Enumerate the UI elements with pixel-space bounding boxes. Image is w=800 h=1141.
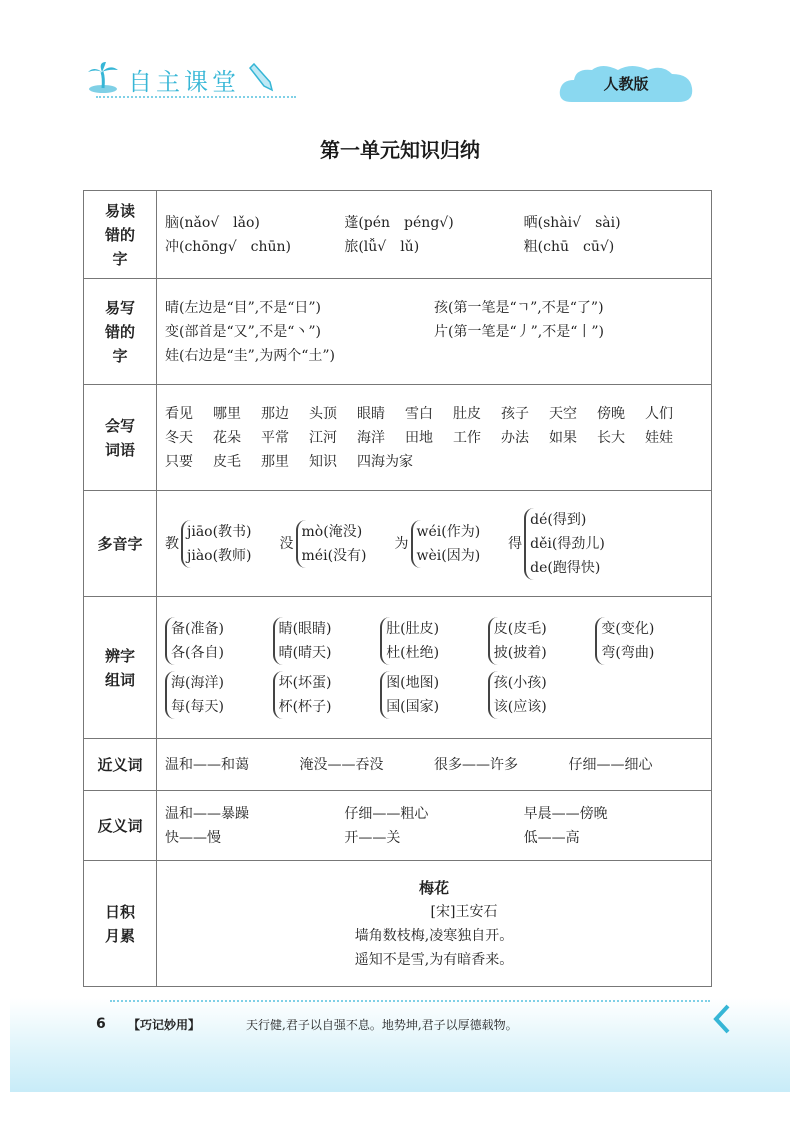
section-title: 自主课堂: [128, 67, 240, 96]
antonym-item: 仔细——粗心: [344, 805, 429, 822]
char-pair-item: 弯(弯曲): [601, 644, 655, 661]
words-content: [157, 385, 712, 491]
row-label-synonyms: 近义词: [84, 739, 157, 791]
word-item: 天空: [549, 405, 577, 422]
miswrite-item: 变(部首是“又”,不是“丶”): [165, 323, 322, 340]
antonym-item: 开——关: [344, 829, 401, 846]
polyphone-reading: mò(淹没): [301, 523, 363, 540]
word-item: 知识: [309, 453, 337, 470]
pair-list: [165, 617, 703, 719]
polyphone-reading: dé(得到): [530, 511, 587, 528]
polyphone-readings: [181, 520, 252, 568]
char-pair-item: 变(变化): [601, 620, 655, 637]
misread-item: 晒(shài√ sài): [523, 214, 621, 231]
char-pair: [273, 617, 381, 665]
knowledge-table: [83, 190, 712, 987]
row-label-antonyms: 反义词: [84, 791, 157, 861]
word-item: 花朵: [213, 429, 241, 446]
word-item: 雪白: [405, 405, 433, 422]
poem-line: 遥知不是雪,为有暗香来。: [354, 951, 514, 968]
polyphone-reading: de(跑得快): [530, 559, 601, 576]
poem-author: [宋]王安石: [430, 903, 498, 920]
polyphone-group: [165, 520, 252, 568]
table-row: [84, 385, 712, 491]
polyphone-char: 教: [165, 535, 179, 552]
word-item: 海洋: [357, 429, 385, 446]
word-item: 江河: [309, 429, 337, 446]
char-pair-item: 孩(小孩): [493, 674, 547, 691]
char-pair-item: 杜(杜绝): [386, 644, 440, 661]
char-pair-item: 图(地图): [386, 674, 440, 691]
word-item: 如果: [549, 429, 577, 446]
char-pair: [380, 617, 488, 665]
char-pair-item: 晴(晴天): [278, 644, 332, 661]
char-pair-item: 国(国家): [386, 698, 440, 715]
polyphone-reading: jiào(教师): [187, 547, 252, 564]
polyphone-readings: [296, 520, 367, 568]
row-label-misread: 易读错的字: [84, 191, 157, 279]
polyphone-char: 得: [508, 535, 523, 552]
char-pair: [488, 671, 596, 719]
word-item: 平常: [261, 429, 289, 446]
polyphone-char: 没: [279, 535, 294, 552]
table-row: [84, 597, 712, 739]
palm-tree-icon: [86, 60, 120, 98]
polyphone-reading: jiāo(教书): [187, 523, 252, 540]
antonym-item: 低——高: [523, 829, 580, 846]
row-label-words: 会写词语: [84, 385, 157, 491]
char-pair-item: 每(每天): [171, 698, 224, 715]
antonyms-content: [157, 791, 712, 861]
edition-badge: [558, 64, 694, 104]
footer-divider: [110, 1000, 710, 1002]
synonym-item: 温和——和蔼: [165, 756, 249, 773]
char-pair-item: 杯(杯子): [278, 698, 332, 715]
char-pair-item: 海(海洋): [171, 674, 224, 691]
char-pair: [488, 617, 596, 665]
table-row: [84, 739, 712, 791]
word-item: 肚皮: [453, 405, 481, 422]
word-item: 那边: [261, 405, 289, 422]
misread-content: [157, 191, 712, 279]
word-item: 只要: [165, 453, 193, 470]
chevron-left-icon: [712, 1004, 730, 1038]
polyphone-reading: wèi(因为): [416, 547, 481, 564]
word-item: 看见: [165, 405, 193, 422]
polyphone-readings: [411, 520, 481, 568]
char-pair-item: 备(准备): [171, 620, 224, 637]
word-item: 头顶: [309, 405, 337, 422]
word-item: 冬天: [165, 429, 193, 446]
misread-item: 冲(chōng√ chūn): [165, 238, 291, 255]
word-item: 长大: [597, 429, 625, 446]
misread-item: 粗(chū cū√): [523, 238, 615, 255]
poem-title: 梅花: [418, 878, 449, 897]
page-number: 6: [96, 1016, 106, 1032]
word-item: 哪里: [213, 405, 241, 422]
misread-item: 旅(lǚ√ lǔ): [344, 238, 420, 255]
polyphone-readings: [524, 508, 605, 580]
antonym-item: 温和——暴躁: [165, 805, 249, 822]
page-header: [0, 0, 800, 110]
antonym-item: 快——慢: [165, 829, 221, 846]
char-pair: [273, 671, 381, 719]
misread-item: 脑(nǎo√ lǎo): [165, 214, 260, 231]
word-item: 办法: [501, 429, 529, 446]
word-item: 孩子: [501, 405, 529, 422]
antonym-item: 早晨——傍晚: [523, 805, 608, 822]
char-pair: [380, 671, 488, 719]
miswrite-item: 娃(右边是“圭”,为两个“土”): [165, 347, 336, 364]
synonym-item: 淹没——吞没: [299, 756, 384, 773]
char-pair-item: 该(应该): [493, 698, 547, 715]
word-item: 皮毛: [213, 453, 241, 470]
synonyms-content: [157, 739, 712, 791]
table-row: [84, 791, 712, 861]
char-pair: [165, 617, 273, 665]
table-row: [84, 861, 712, 987]
edition-label: 人教版: [603, 75, 649, 93]
misread-item: 蓬(pén péng√): [344, 214, 454, 231]
poem-block: [157, 861, 712, 987]
word-item: 眼睛: [357, 405, 385, 422]
miswrite-item: 孩(第一笔是“ㄱ”,不是“了”): [434, 299, 604, 316]
distinguish-content: [157, 597, 712, 739]
row-label-miswrite: 易写错的字: [84, 279, 157, 385]
synonym-item: 很多——许多: [434, 756, 518, 773]
poem-line: 墙角数枝梅,凌寒独自开。: [354, 927, 514, 944]
header-divider: [96, 96, 296, 98]
word-item: 人们: [645, 405, 673, 422]
word-item: 傍晚: [597, 405, 625, 422]
char-pair-item: 坏(坏蛋): [278, 674, 332, 691]
char-pair-item: 皮(皮毛): [493, 620, 547, 637]
polyphone-list: [165, 508, 703, 580]
polyphone-char: 为: [394, 535, 409, 552]
word-list: [165, 402, 703, 474]
polyphone-group: [280, 520, 367, 568]
polyphone-group: [508, 508, 605, 580]
synonym-item: 仔细——细心: [568, 756, 653, 773]
page-title: 第一单元知识归纳: [320, 138, 480, 162]
char-pair-item: 肚(肚皮): [386, 620, 440, 637]
word-item: 四海为家: [357, 453, 413, 470]
pencil-icon: [248, 62, 274, 96]
polyphone-reading: méi(没有): [301, 547, 367, 564]
word-item: 工作: [453, 429, 481, 446]
miswrite-item: 片(第一笔是“丿”,不是“丨”): [434, 323, 605, 340]
miswrite-content: [157, 279, 712, 385]
miswrite-item: 晴(左边是“目”,不是“日”): [165, 299, 322, 316]
section-logo: [86, 60, 274, 98]
row-label-polyphones: 多音字: [84, 491, 157, 597]
table-row: [84, 491, 712, 597]
word-item: 田地: [405, 429, 433, 446]
row-label-daily: 日积月累: [84, 861, 157, 987]
table-row: [84, 279, 712, 385]
char-pair: [165, 671, 273, 719]
polyphone-reading: wéi(作为): [416, 523, 481, 540]
footer-band: [10, 998, 790, 1092]
polyphone-reading: děi(得劲儿): [530, 535, 605, 552]
footer-tag: 【巧记妙用】: [128, 1018, 201, 1032]
char-pair-item: 各(各自): [171, 644, 224, 661]
polyphone-group: [395, 520, 481, 568]
footer-quote: 天行健,君子以自强不息。地势坤,君子以厚德载物。: [246, 1018, 518, 1032]
table-row: [84, 191, 712, 279]
char-pair: [595, 617, 703, 665]
word-item: 娃娃: [645, 429, 673, 446]
char-pair-item: 睛(眼睛): [278, 620, 332, 637]
row-label-distinguish: 辨字组词: [84, 597, 157, 739]
polyphones-content: [157, 491, 712, 597]
word-item: 那里: [261, 453, 289, 470]
char-pair-item: 披(披着): [493, 644, 547, 661]
